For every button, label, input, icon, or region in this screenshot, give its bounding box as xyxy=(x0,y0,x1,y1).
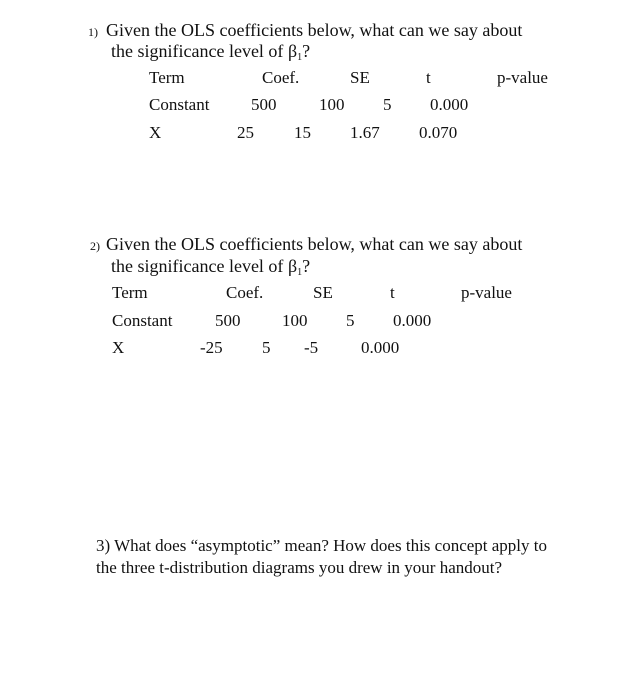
q2-row-1-term: Constant xyxy=(112,311,173,330)
beta-subscript: 1 xyxy=(297,52,303,63)
q2-row-2-coef: -25 xyxy=(200,338,223,357)
q2-row-1-coef: 500 xyxy=(215,311,241,330)
question-1-number: 1) xyxy=(88,25,98,39)
question-2-line-2-prefix: the significance level of xyxy=(111,256,288,276)
question-2-line-2-suffix: ? xyxy=(302,256,311,276)
q1-row-1-p-value: 0.000 xyxy=(430,95,469,114)
q2-header-se: SE xyxy=(313,283,333,302)
q2-row-2-p-value: 0.000 xyxy=(361,338,400,357)
question-1-line-2 xyxy=(111,42,310,63)
q1-row-2-se: 15 xyxy=(294,123,311,142)
question-2-line-1: Given the OLS coefficients below, what can we say about xyxy=(106,234,523,254)
q2-header-t: t xyxy=(390,283,395,302)
q2-row-2-se: 5 xyxy=(262,338,271,357)
beta-symbol: β xyxy=(287,256,298,276)
q2-header-coef: Coef. xyxy=(226,283,264,302)
q1-row-2-p-value: 0.070 xyxy=(419,123,458,142)
q1-row-2-coef: 25 xyxy=(237,123,254,142)
q1-row-2-term: X xyxy=(149,123,162,142)
q2-header-term: Term xyxy=(112,283,148,302)
question-2-number: 2) xyxy=(90,239,100,253)
q2-header-p-value: p-value xyxy=(461,283,512,302)
q1-header-se: SE xyxy=(350,68,370,87)
q2-row-1-se: 100 xyxy=(282,311,308,330)
q1-row-1-t: 5 xyxy=(383,95,392,114)
question-1-line-1: Given the OLS coefficients below, what can we say about xyxy=(106,20,523,40)
q2-row-2-term: X xyxy=(112,338,125,357)
q1-row-2-t: 1.67 xyxy=(350,123,380,142)
q1-header-p-value: p-value xyxy=(497,68,548,87)
question-1-line-2-prefix: the significance level of xyxy=(111,41,288,61)
q2-row-2-t: -5 xyxy=(304,338,319,357)
q1-row-1-term: Constant xyxy=(149,95,210,114)
q1-row-1-coef: 500 xyxy=(251,95,277,114)
q1-row-1-se: 100 xyxy=(319,95,345,114)
beta-subscript: 1 xyxy=(297,267,303,278)
beta-symbol: β xyxy=(287,41,298,61)
q1-header-t: t xyxy=(426,68,431,87)
question-3-text: 3) What does “asymptotic” mean? How does this concept apply to the three t-distribution diagrams you drew in your handout? xyxy=(96,536,548,577)
q1-header-coef: Coef. xyxy=(262,68,300,87)
q2-row-1-t: 5 xyxy=(346,311,355,330)
question-1-line-2-suffix: ? xyxy=(302,41,311,61)
q2-row-1-p-value: 0.000 xyxy=(393,311,432,330)
q1-header-term: Term xyxy=(149,68,185,87)
question-2-line-2 xyxy=(111,257,310,278)
